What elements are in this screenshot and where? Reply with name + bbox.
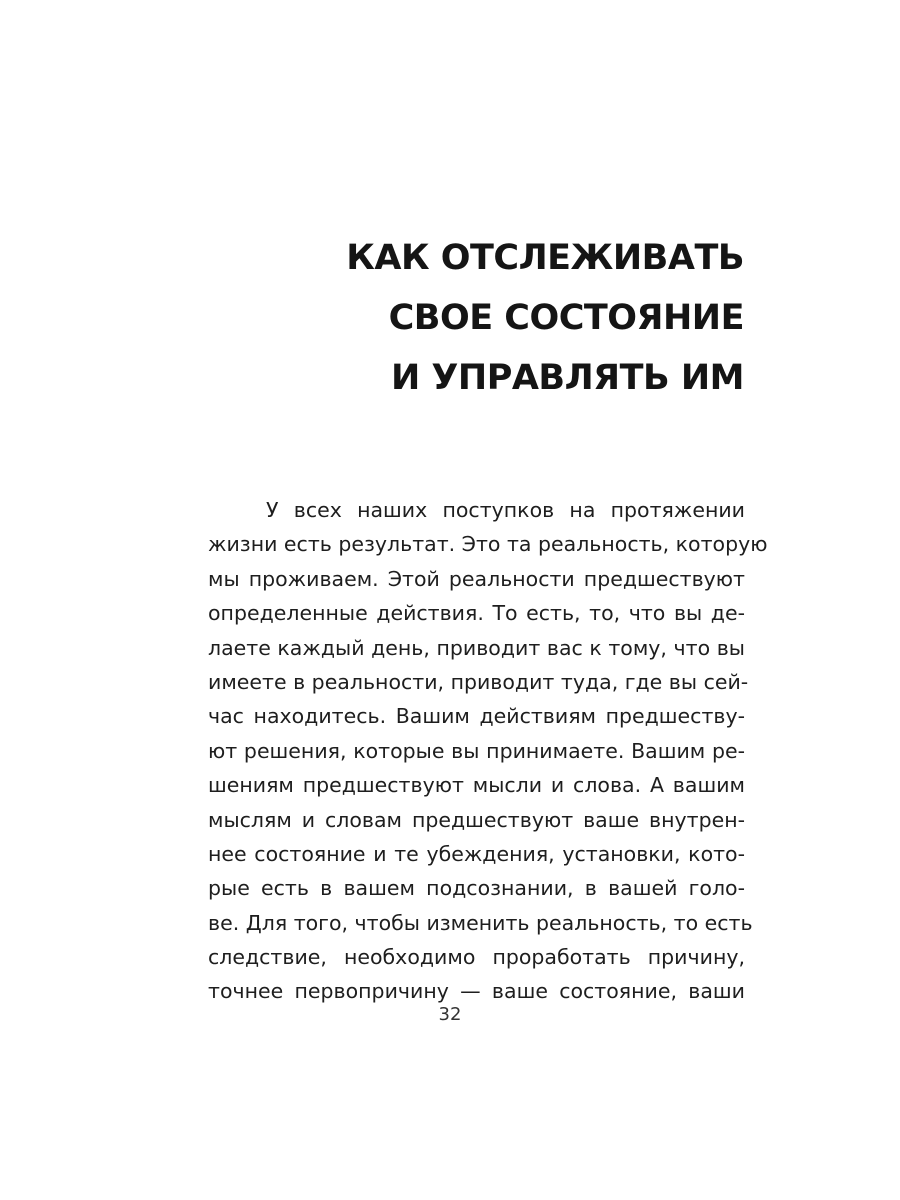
paragraph-line: следствие, необходимо проработать причину, <box>208 945 745 970</box>
paragraph-line: ют решения, которые вы принимаете. Вашим ре- <box>208 738 745 763</box>
chapter-title-line-2: СВОЕ СОСТОЯНИЕ <box>388 298 744 338</box>
paragraph-line: мы проживаем. Этой реальности предшествуют <box>208 566 745 591</box>
paragraph-line: имеете в реальности, приводит туда, где вы сей- <box>208 669 749 694</box>
paragraph-line: ве. Для того, чтобы изменить реальность, то есть <box>208 910 753 935</box>
paragraph-line: мыслям и словам предшествуют ваше внутрен- <box>208 807 745 832</box>
paragraph-line: час находитесь. Вашим действиям предшеству- <box>208 704 745 729</box>
page-number: 32 <box>438 1004 462 1025</box>
paragraph-line: жизни есть результат. Это та реальность, которую <box>208 532 768 557</box>
chapter-title-line-1: КАК ОТСЛЕЖИВАТЬ <box>346 238 744 278</box>
paragraph-line: точнее первопричину — ваше состояние, ваши <box>208 979 745 1004</box>
paragraph-line: шениям предшествуют мысли и слова. А вашим <box>208 773 745 798</box>
paragraph-line: рые есть в вашем подсознании, в вашей голо- <box>208 876 745 901</box>
paragraph-line: определенные действия. То есть, то, что вы де- <box>208 601 745 626</box>
paragraph-line: У всех наших поступков на протяжении <box>266 498 745 522</box>
paragraph-line: нее состояние и те убеждения, установки, кото- <box>208 841 745 866</box>
chapter-title-line-3: И УПРАВЛЯТЬ ИМ <box>390 358 744 398</box>
paragraph-line: лаете каждый день, приводит вас к тому, что вы <box>208 635 745 660</box>
body-paragraph <box>208 493 768 1009</box>
chapter-title <box>184 228 744 408</box>
